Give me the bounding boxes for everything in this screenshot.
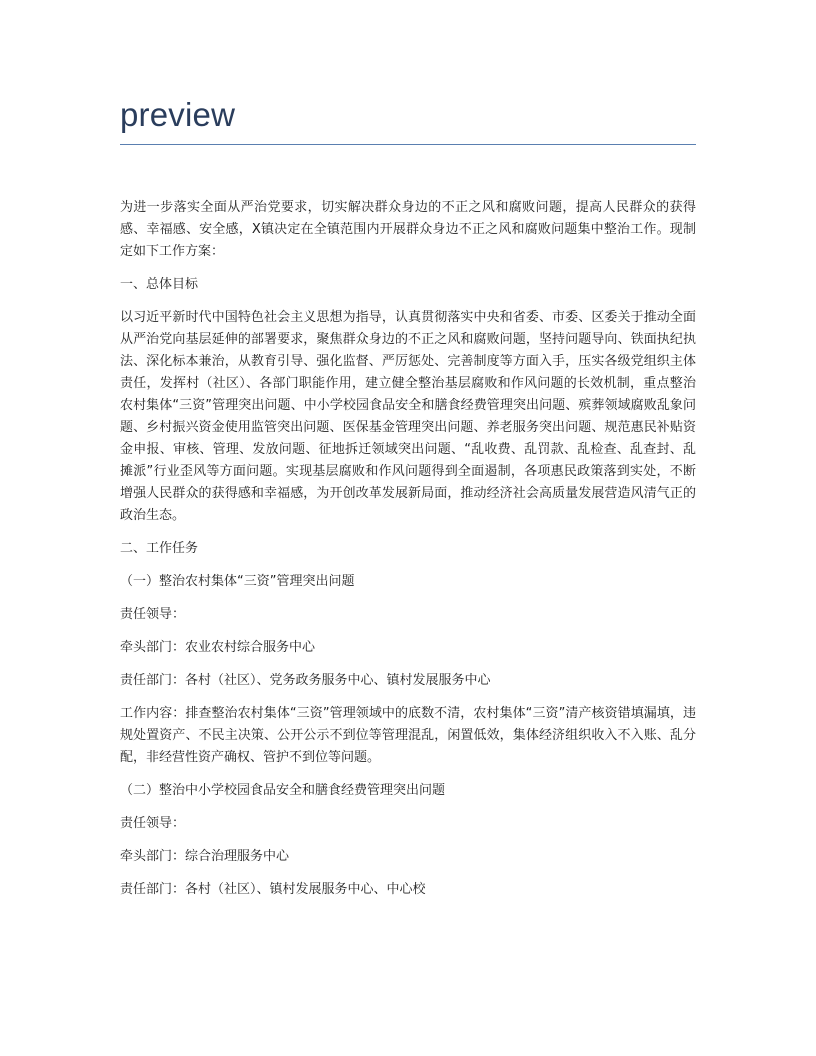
section-heading-work-tasks: 二、工作任务 bbox=[120, 541, 199, 556]
subsection-heading-1: （一）整治农村集体“三资”管理突出问题 bbox=[120, 574, 355, 589]
responsible-departments-2: 责任部门：各村（社区）、镇村发展服务中心、中心校 bbox=[120, 882, 426, 897]
responsible-leader-1: 责任领导： bbox=[120, 607, 186, 622]
goal-paragraph: 以习近平新时代中国特色社会主义思想为指导，认真贯彻落实中央和省委、市委、区委关于推动全面从严治党向基层延伸的部署要求，聚焦群众身边的不正之风和腐败问题，坚持问题导向、铁面执纪执法、深化标本兼治，从教育引导、强化监督、严厉惩处、完善制度等方面入手，压实各级党组织主体责任，发挥村（社区）、各部门职能作用，建立健全整治基层腐败和作风问题的长效机制，重点整治农村集体“三资”管理突出问题、中小学校园食品安全和膳食经费管理突出问题、殡葬领域腐败乱象问题、乡村振兴资金使用监管突出问题、医保基金管理突出问题、养老服务突出问题、规范惠民补贴资金申报、审核、管理、发放问题、征地拆迁领域突出问题、“乱收费、乱罚款、乱检查、乱查封、乱摊派”行业歪风等方面问题。实现基层腐败和作风问题得到全面遏制，各项惠民政策落到实处，不断增强人民群众的获得感和幸福感，为开创改革发展新局面，推动经济社会高质量发展营造风清气正的政治生态。 bbox=[120, 310, 696, 523]
document-body bbox=[120, 197, 696, 912]
section-heading-overall-goal: 一、总体目标 bbox=[120, 277, 199, 292]
subsection-heading-2: （二）整治中小学校园食品安全和膳食经费管理突出问题 bbox=[120, 783, 446, 798]
lead-department-1: 牵头部门：农业农村综合服务中心 bbox=[120, 640, 316, 655]
responsible-departments-1: 责任部门：各村（社区）、党务政务服务中心、镇村发展服务中心 bbox=[120, 673, 491, 688]
title-divider bbox=[120, 144, 696, 145]
responsible-leader-2: 责任领导： bbox=[120, 816, 186, 831]
work-content-1: 工作内容：排查整治农村集体“三资”管理领域中的底数不清，农村集体“三资”清产核资错填漏填，违规处置资产、不民主决策、公开公示不到位等管理混乱，闲置低效，集体经济组织收入不入账、乱分配，非经营性资产确权、管护不到位等问题。 bbox=[120, 706, 696, 765]
lead-department-2: 牵头部门：综合治理服务中心 bbox=[120, 849, 290, 864]
intro-paragraph: 为进一步落实全面从严治党要求，切实解决群众身边的不正之风和腐败问题，提高人民群众的获得感、幸福感、安全感，X镇决定在全镇范围内开展群众身边不正之风和腐败问题集中整治工作。现制定如下工作方案： bbox=[120, 200, 696, 259]
page-title: preview bbox=[120, 96, 236, 133]
